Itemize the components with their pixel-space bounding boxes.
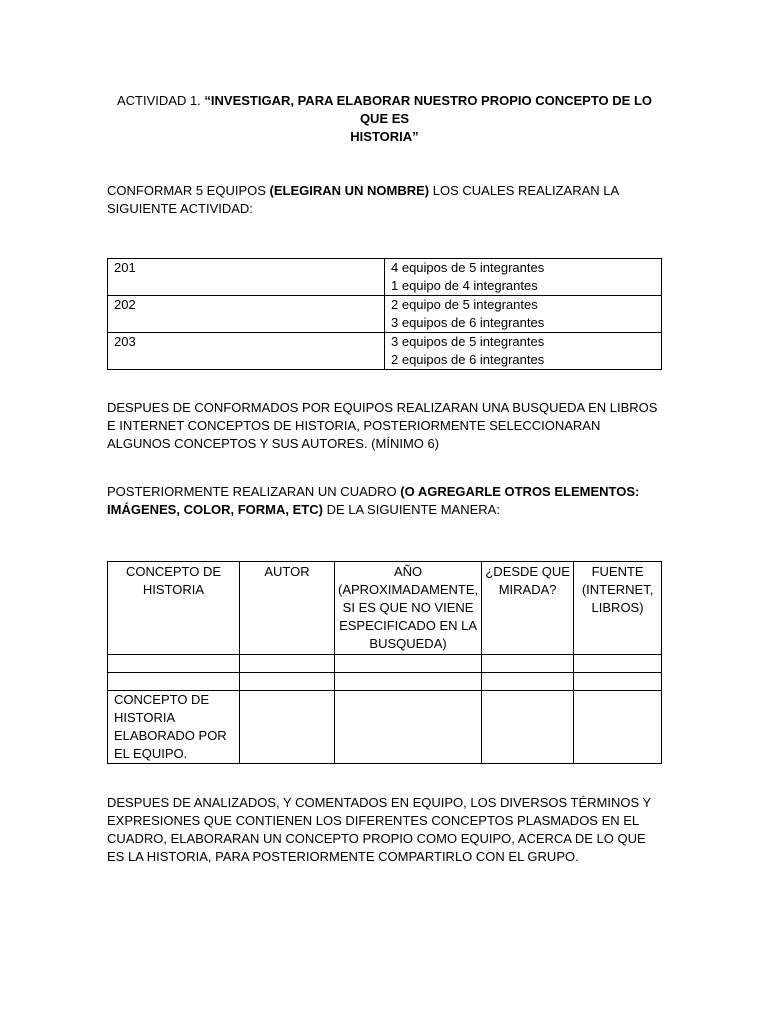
teams-cell — [385, 333, 662, 370]
table-row — [108, 333, 662, 370]
title-bold-line1: “INVESTIGAR, PARA ELABORAR NUESTRO PROPIO CONCEPTO DE LO QUE ES — [204, 93, 652, 126]
empty-cell — [574, 691, 662, 764]
empty-cell — [240, 691, 335, 764]
para3-text-1: POSTERIORMENTE REALIZARAN UN CUADRO — [107, 484, 401, 499]
para3-bold: (O AGREGARLE OTROS ELEMENTOS: IMÁGENES, COLOR, FORMA, ETC) — [107, 484, 640, 517]
teams-line: 3 equipos de 6 integrantes — [391, 315, 545, 330]
empty-cell — [482, 691, 574, 764]
table-row — [108, 673, 662, 691]
intro-text-2: LOS CUALES REALIZARAN LA SIGUIENTE ACTIVIDAD: — [107, 183, 619, 216]
table-header-row — [108, 562, 662, 655]
teams-line: 4 equipos de 5 integrantes — [391, 260, 545, 275]
title-prefix: ACTIVIDAD 1. — [117, 93, 205, 108]
concept-table — [107, 561, 662, 764]
team-concept-label: CONCEPTO DE HISTORIA ELABORADO POR EL EQUIPO. — [108, 691, 240, 764]
header-mirada: ¿DESDE QUE MIRADA? — [482, 562, 574, 655]
intro-text-1: CONFORMAR 5 EQUIPOS — [107, 183, 270, 198]
empty-cell — [335, 655, 482, 673]
closing-paragraph: DESPUES DE ANALIZADOS, Y COMENTADOS EN EQUIPO, LOS DIVERSOS TÉRMINOS Y EXPRESIONES QUE CONTIENEN LOS DIFERENTES CONCEPTOS PLASMADOS EN EL CUADRO, ELABORARAN UN CONCEPTO PROPIO COMO EQUIPO, ACERCA DE LO QUE ES LA HISTORIA, PARA POSTERIORMENTE COMPARTIRLO CON EL GRUPO. — [107, 795, 651, 864]
title-bold-line2: HISTORIA” — [350, 129, 419, 144]
intro-paragraph — [107, 182, 662, 218]
table-row — [108, 691, 662, 764]
teams-line: 3 equipos de 5 integrantes — [391, 334, 545, 349]
group-cell: 201 — [108, 259, 385, 296]
intro-bold: (ELEGIRAN UN NOMBRE) — [269, 183, 430, 198]
groups-table — [107, 258, 662, 370]
header-autor: AUTOR — [240, 562, 335, 655]
group-cell: 203 — [108, 333, 385, 370]
teams-line: 2 equipo de 5 integrantes — [391, 297, 538, 312]
header-concepto: CONCEPTO DE HISTORIA — [108, 562, 240, 655]
table-row — [108, 259, 662, 296]
empty-cell — [240, 655, 335, 673]
para3-text-2: DE LA SIGUIENTE MANERA: — [322, 502, 500, 517]
empty-cell — [482, 655, 574, 673]
empty-cell — [108, 655, 240, 673]
empty-cell — [335, 673, 482, 691]
document-page — [107, 92, 662, 866]
empty-cell — [574, 655, 662, 673]
activity-title — [107, 92, 662, 146]
table-row — [108, 296, 662, 333]
header-ano: AÑO (APROXIMADAMENTE, SI ES QUE NO VIENE ESPECIFICADO EN LA BUSQUEDA) — [335, 562, 482, 655]
teams-cell — [385, 296, 662, 333]
chart-instructions-paragraph — [107, 483, 662, 519]
teams-line: 2 equipos de 6 integrantes — [391, 352, 545, 367]
teams-line: 1 equipo de 4 integrantes — [391, 278, 538, 293]
empty-cell — [335, 691, 482, 764]
group-cell: 202 — [108, 296, 385, 333]
teams-cell — [385, 259, 662, 296]
header-fuente: FUENTE (INTERNET, LIBROS) — [574, 562, 662, 655]
empty-cell — [240, 673, 335, 691]
empty-cell — [482, 673, 574, 691]
search-paragraph: DESPUES DE CONFORMADOS POR EQUIPOS REALIZARAN UNA BUSQUEDA EN LIBROS E INTERNET CONCEPTOS DE HISTORIA, POSTERIORMENTE SELECCIONARAN ALGUNOS CONCEPTOS Y SUS AUTORES. (MÍNIMO 6) — [107, 400, 658, 451]
empty-cell — [108, 673, 240, 691]
empty-cell — [574, 673, 662, 691]
table-row — [108, 655, 662, 673]
